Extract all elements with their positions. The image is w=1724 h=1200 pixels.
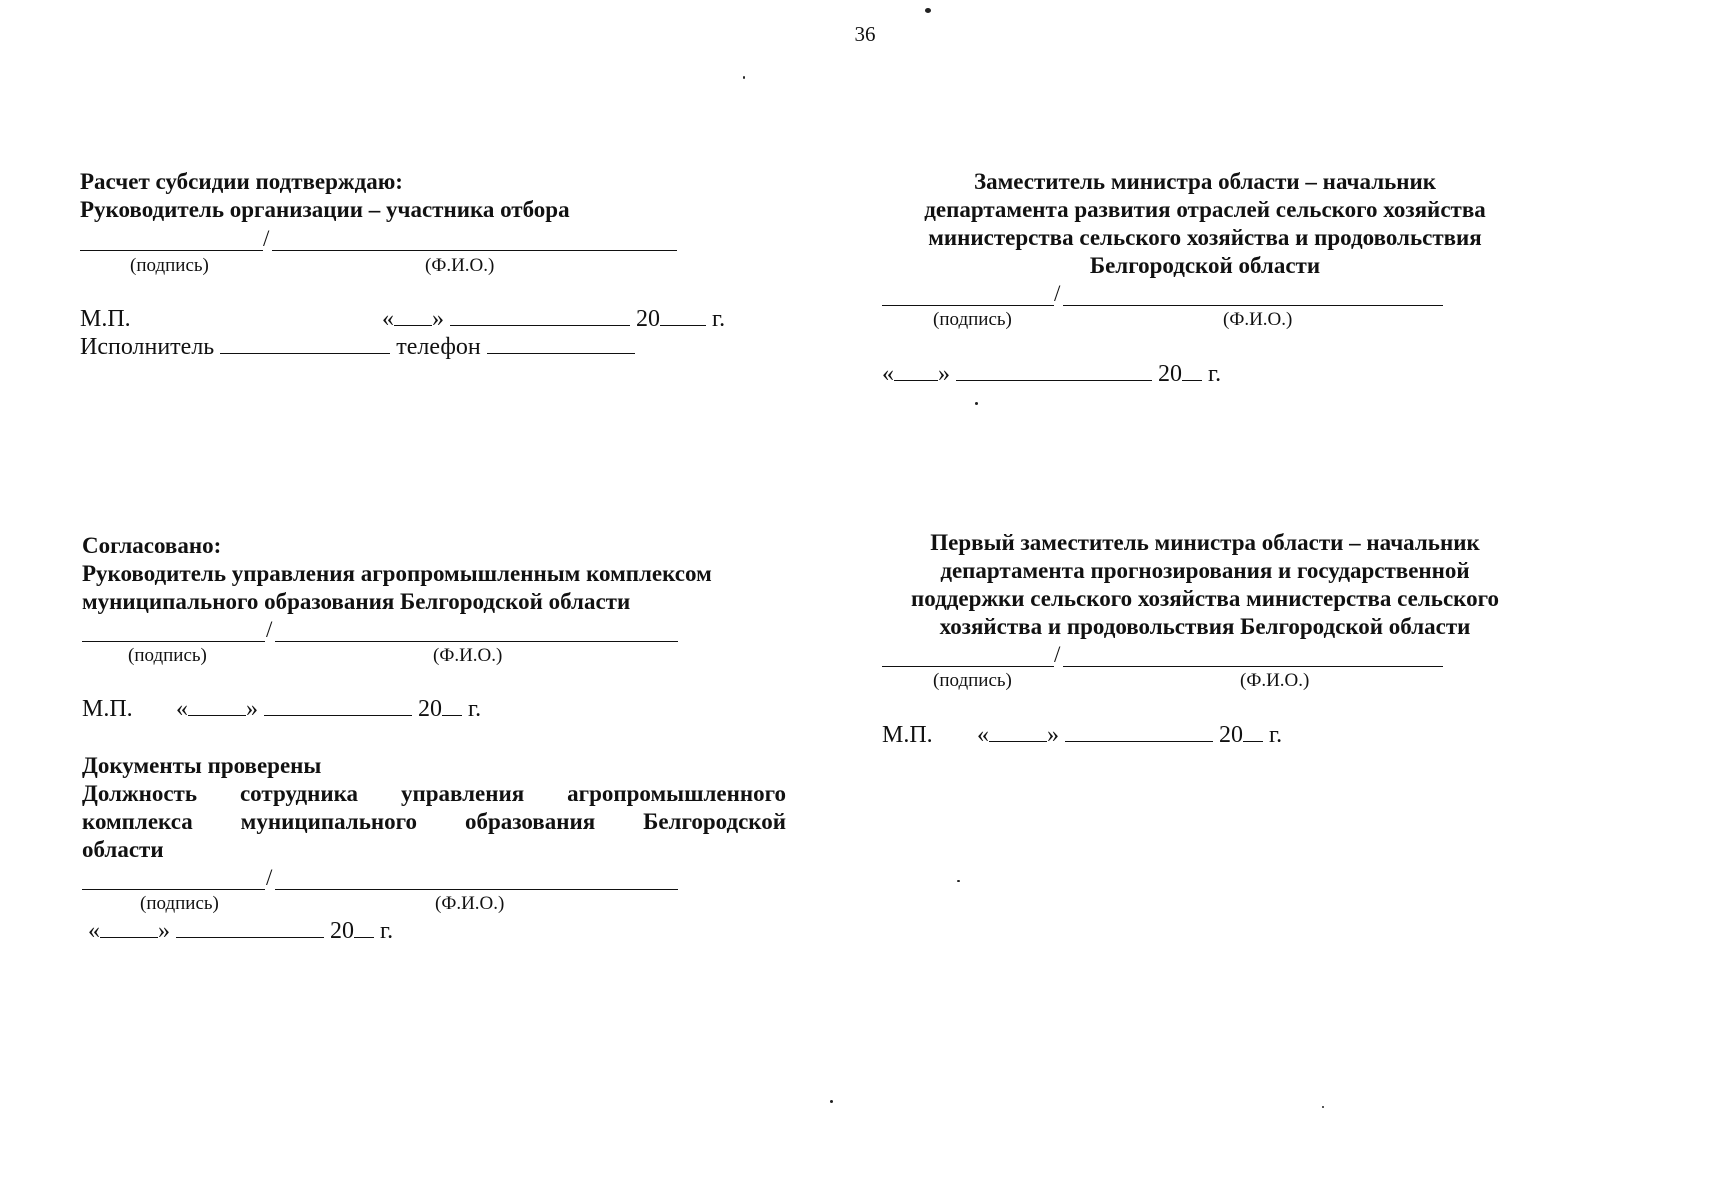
year-blank[interactable] [1182, 360, 1202, 381]
name-caption: (Ф.И.О.) [1223, 309, 1293, 330]
date-field [882, 360, 1221, 388]
stamp-label: М.П. [882, 722, 933, 748]
name-caption: (Ф.И.О.) [435, 893, 505, 914]
year-suffix: г. [380, 918, 394, 944]
scan-speck [975, 402, 978, 405]
year-blank[interactable] [660, 305, 706, 326]
stamp-label: М.П. [80, 306, 131, 332]
block-heading: Белгородской области [1089, 253, 1321, 278]
scan-speck [925, 8, 931, 13]
scan-speck [1322, 1106, 1324, 1108]
block-heading: поддержки сельского хозяйства министерства сельского [911, 586, 1499, 611]
name-line[interactable] [275, 889, 678, 890]
phone-blank[interactable] [487, 333, 635, 354]
month-blank[interactable] [264, 695, 412, 716]
signature-caption: (подпись) [130, 255, 209, 276]
separator: / [1054, 642, 1061, 667]
year-suffix: г. [1208, 361, 1222, 387]
separator: / [263, 226, 270, 251]
block-heading: Первый заместитель министра области – начальник [930, 530, 1480, 555]
executor-blank[interactable] [220, 333, 390, 354]
block-heading: Документы проверены [82, 753, 322, 778]
quote-close: » [1047, 722, 1059, 748]
block-heading: хозяйства и продовольствия Белгородской области [939, 614, 1471, 639]
year-prefix: 20 [418, 696, 442, 722]
block-text-line: комплекса муниципального образования Белгородской [82, 809, 786, 834]
block-heading: департамента прогнозирования и государственной [940, 558, 1470, 583]
name-line[interactable] [272, 250, 677, 251]
name-line[interactable] [1063, 666, 1443, 667]
year-prefix: 20 [1219, 722, 1243, 748]
block-heading: департамента развития отраслей сельского хозяйства [924, 197, 1486, 222]
name-line[interactable] [275, 641, 678, 642]
month-blank[interactable] [176, 917, 324, 938]
signature-line[interactable] [882, 305, 1054, 306]
quote-open: « [882, 361, 894, 387]
quote-close: » [938, 361, 950, 387]
scan-speck [830, 1100, 833, 1103]
quote-open: « [176, 696, 188, 722]
day-blank[interactable] [894, 360, 938, 381]
phone-label: телефон [396, 334, 481, 360]
date-field [88, 917, 393, 945]
month-blank[interactable] [956, 360, 1152, 381]
signature-line[interactable] [882, 666, 1054, 667]
block-heading: Руководитель управления агропромышленным комплексом [82, 561, 712, 586]
quote-close: » [246, 696, 258, 722]
quote-open: « [382, 306, 394, 332]
name-caption: (Ф.И.О.) [425, 255, 495, 276]
scan-speck [743, 76, 745, 79]
day-blank[interactable] [188, 695, 246, 716]
name-line[interactable] [1063, 305, 1443, 306]
scan-speck [957, 880, 960, 882]
month-blank[interactable] [1065, 721, 1213, 742]
signature-caption: (подпись) [140, 893, 219, 914]
block-heading: муниципального образования Белгородской области [82, 589, 631, 614]
separator: / [266, 617, 273, 642]
block-heading: Руководитель организации – участника отбора [80, 197, 570, 222]
year-suffix: г. [468, 696, 482, 722]
page-number: 36 [854, 22, 876, 46]
quote-open: « [88, 918, 100, 944]
executor-label: Исполнитель [80, 334, 215, 360]
signature-line[interactable] [82, 889, 265, 890]
date-field [977, 721, 1282, 749]
separator: / [1054, 281, 1061, 306]
block-heading: Согласовано: [82, 533, 222, 558]
month-blank[interactable] [450, 305, 630, 326]
day-blank[interactable] [989, 721, 1047, 742]
year-prefix: 20 [636, 306, 660, 332]
block-text-line: Должность сотрудника управления агропромышленного [82, 781, 786, 806]
signature-line[interactable] [82, 641, 265, 642]
quote-close: » [432, 306, 444, 332]
year-blank[interactable] [442, 695, 462, 716]
signature-caption: (подпись) [933, 309, 1012, 330]
day-blank[interactable] [100, 917, 158, 938]
block-heading: министерства сельского хозяйства и продовольствия [928, 225, 1482, 250]
name-caption: (Ф.И.О.) [433, 645, 503, 666]
year-prefix: 20 [330, 918, 354, 944]
year-blank[interactable] [1243, 721, 1263, 742]
name-caption: (Ф.И.О.) [1240, 670, 1310, 691]
year-prefix: 20 [1158, 361, 1182, 387]
block-heading: Заместитель министра области – начальник [973, 169, 1437, 194]
date-field [176, 695, 481, 723]
year-blank[interactable] [354, 917, 374, 938]
signature-caption: (подпись) [128, 645, 207, 666]
quote-open: « [977, 722, 989, 748]
signature-caption: (подпись) [933, 670, 1012, 691]
block-text-line: области [82, 837, 164, 862]
executor-row [80, 333, 635, 361]
date-field [382, 305, 725, 333]
stamp-label: М.П. [82, 696, 133, 722]
year-suffix: г. [1269, 722, 1283, 748]
day-blank[interactable] [394, 305, 432, 326]
year-suffix: г. [712, 306, 726, 332]
signature-line[interactable] [80, 250, 263, 251]
quote-close: » [158, 918, 170, 944]
block-heading: Расчет субсидии подтверждаю: [80, 169, 403, 194]
separator: / [266, 865, 273, 890]
